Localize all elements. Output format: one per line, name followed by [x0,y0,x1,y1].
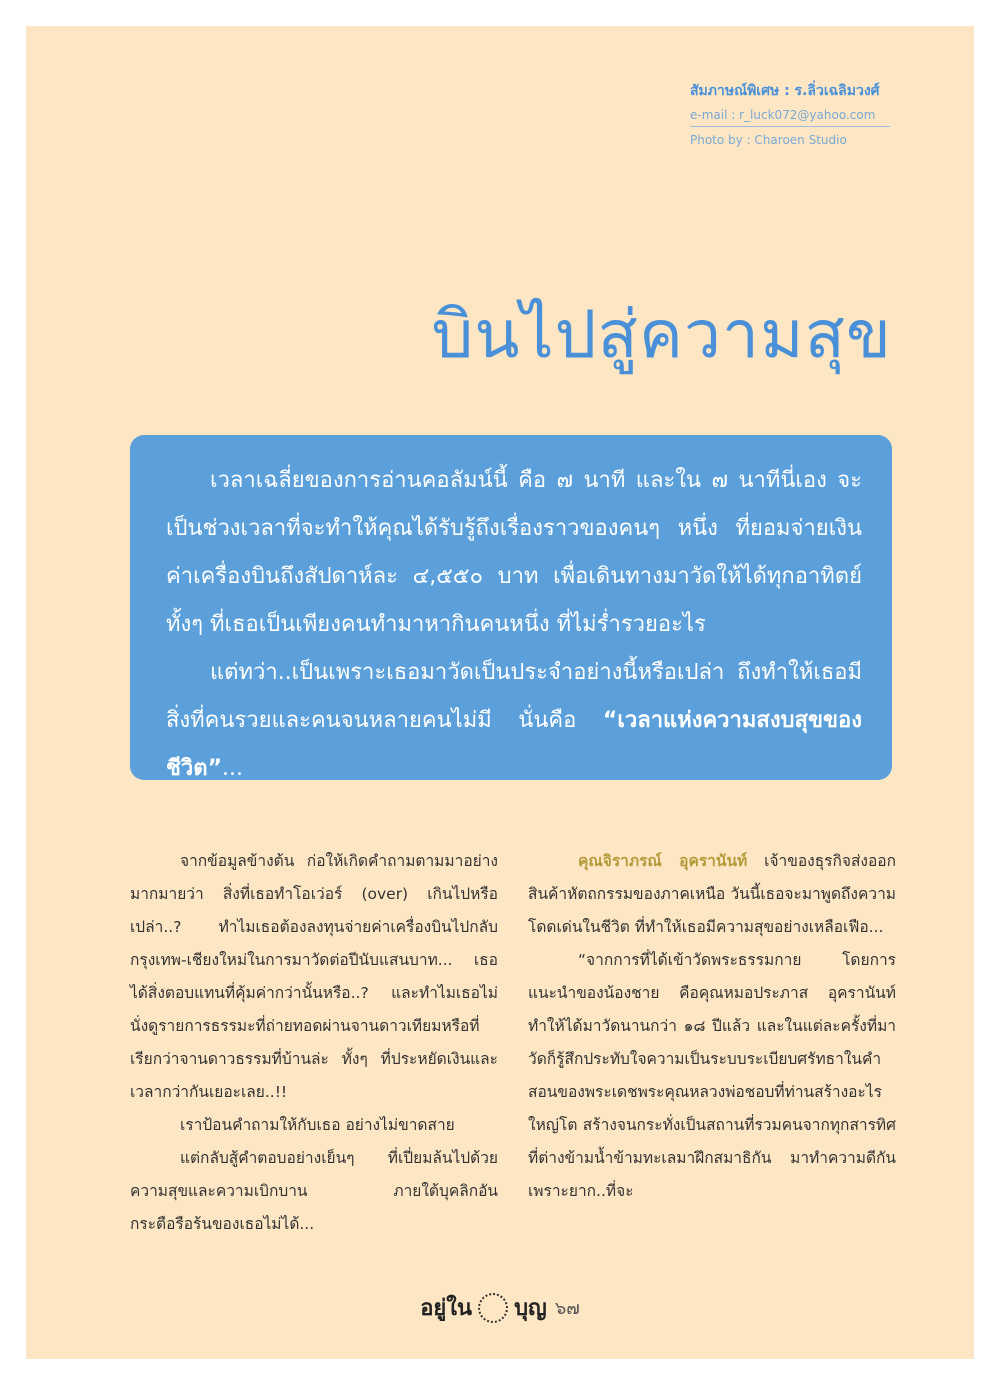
logo-text-left: อยู่ใน [420,1295,473,1321]
lead-paragraph-1: เวลาเฉลี่ยของการอ่านคอลัมน์นี้ คือ ๗ นาที และใน ๗ นาทีนี่เอง จะเป็นช่วงเวลาที่จะทำให้คุณได้รับรู้ถึงเรื่องราวของคนๆ หนึ่ง ที่ยอมจ่ายเงินค่าเครื่องบินถึงสัปดาห์ละ ๔,๕๕๐ บาท เพื่อเดินทางมาวัดให้ได้ทุกอาทิตย์ ทั้งๆ ที่เธอเป็นเพียงคนทำมาหากินคนหนึ่ง ที่ไม่ร่ำรวยอะไร [166,468,862,637]
right-paragraph-2: “จากการที่ได้เข้าวัดพระธรรมกาย โดยการแนะนำของน้องชาย คือคุณหมอประภาส อุครานันท์ ทำให้ได้มาวัดนานกว่า ๑๘ ปีแล้ว และในแต่ละครั้งที่มาวัดก็รู้สึกประทับใจความเป็นระบบระเบียบศรัทธาในคำสอนของพระเดชพระคุณหลวงพ่อชอบที่ท่านสร้างอะไรใหญ่โต สร้างจนกระทั่งเป็นสถานที่รวมคนจากทุกสารทิศที่ต่างข้ามน้ำข้ามทะเลมาฝึกสมาธิกัน มาทำความดีกัน เพราะยาก..ที่จะ [528,951,896,1200]
lead-emphasis: “เวลาแห่งความสงบสุขของชีวิต” [166,708,862,781]
lead-box [130,435,892,780]
credits-block [690,80,890,147]
interviewee-name: คุณจิราภรณ์ อุครานันท์ [578,852,748,870]
page-footer [0,1290,1000,1325]
photo-credit: Photo by : Charoen Studio [690,133,847,147]
right-column [528,845,896,1208]
article-title: บินไปสู่ความสุข [431,296,892,373]
logo-circle-icon [478,1293,508,1323]
credit-divider [690,126,890,127]
logo-text-right: บุญ [514,1295,547,1321]
right-paragraph-1 [528,845,896,944]
interview-credit: สัมภาษณ์พิเศษ : ร.ลิ่วเฉลิมวงศ์ [690,83,880,99]
email-credit: e-mail : r_luck072@yahoo.com [690,108,876,122]
page-number: ๖๗ [554,1298,580,1319]
lead-paragraph-2-text: แต่ทว่า..เป็นเพราะเธอมาวัดเป็นประจำอย่างนี้หรือเปล่า ถึงทำให้เธอมีสิ่งที่คนรวยและคนจนหลายคนไม่มี นั่นคือ [166,660,862,733]
left-paragraph-1: จากข้อมูลข้างต้น ก่อให้เกิดคำถามตามมาอย่างมากมายว่า สิ่งที่เธอทำโอเว่อร์ (over) เกินไปหรือเปล่า..? ทำไมเธอต้องลงทุนจ่ายค่าเครื่องบินไปกลับกรุงเทพ-เชียงใหม่ในการมาวัดต่อปีนับแสนบาท... เธอได้สิ่งตอบแทนที่คุ้มค่ากว่านั้นหรือ..? และทำไมเธอไม่นั่งดูรายการธรรมะที่ถ่ายทอดผ่านจานดาวเทียมหรือที่เรียกว่าจานดาวธรรมที่บ้านล่ะ ทั้งๆ ที่ประหยัดเงินและเวลากว่ากันเยอะเลย..!! [130,852,498,1101]
magazine-logo [420,1290,547,1325]
left-column [130,845,498,1241]
right-paragraph-1-text: เจ้าของธุรกิจส่งออกสินค้าหัตถกรรมของภาคเหนือ วันนี้เธอจะมาพูดถึงความโดดเด่นในชีวิต ที่ทำให้เธอมีความสุขอย่างเหลือเฟือ... [528,852,896,936]
left-paragraph-3: แต่กลับสู้คำตอบอย่างเย็นๆ ที่เปี่ยมล้นไปด้วยความสุขและความเบิกบาน ภายใต้บุคลิกอันกระตือรือร้นของเธอไม่ได้... [130,1149,498,1233]
left-paragraph-2: เราป้อนคำถามให้กับเธอ อย่างไม่ขาดสาย [180,1116,455,1134]
lead-paragraph-2 [166,649,862,793]
lead-ellipsis: ... [222,756,244,781]
